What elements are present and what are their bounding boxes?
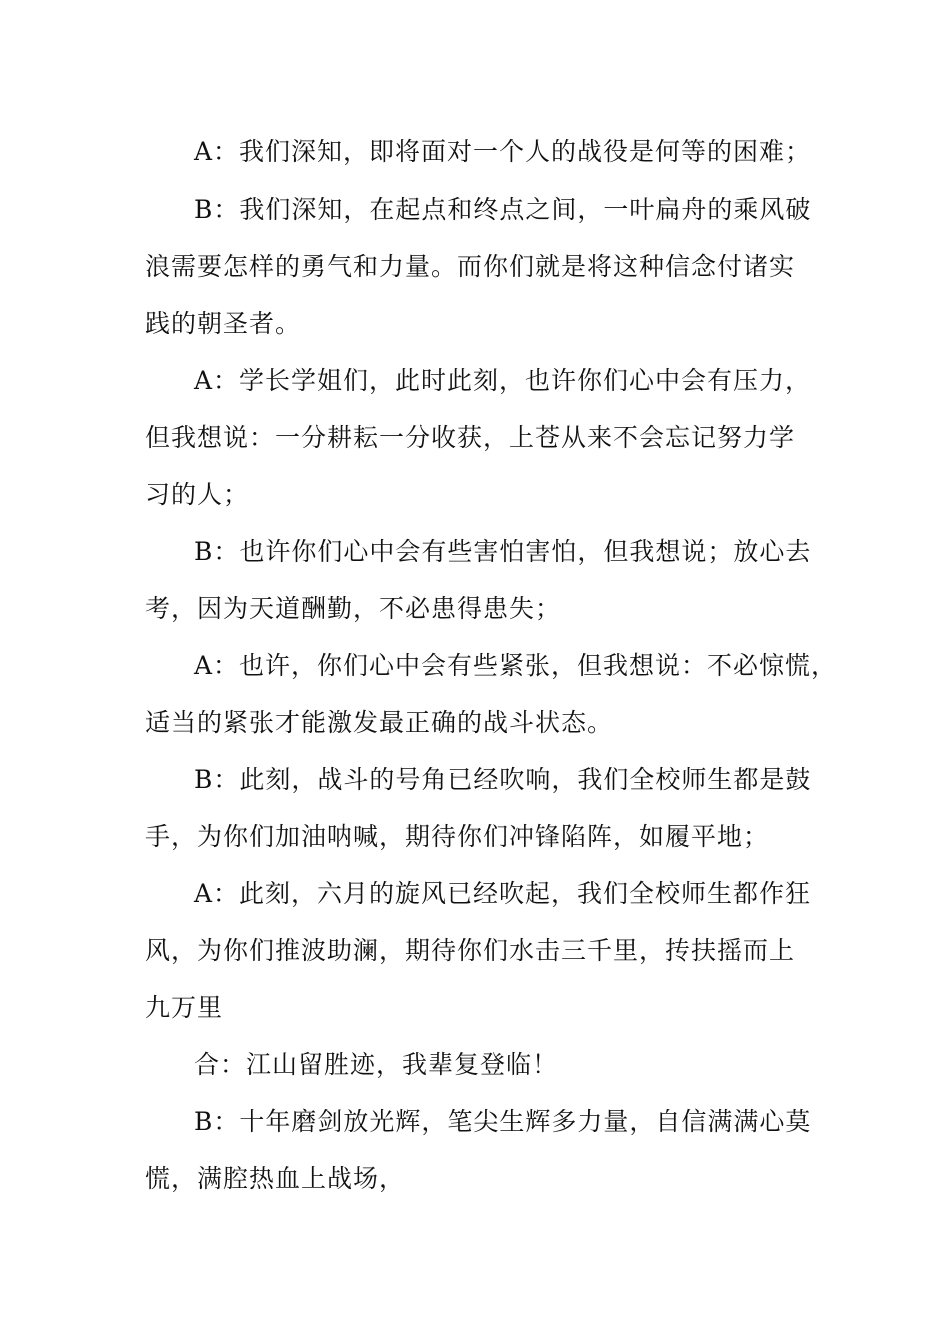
text-line: 浪需要怎样的勇气和力量。而你们就是将这种信念付诸实	[145, 252, 796, 281]
text-line: B：此刻，战斗的号角已经吹响，我们全校师生都是鼓	[194, 765, 812, 794]
text-line: 适当的紧张才能激发最正确的战斗状态。	[145, 708, 614, 737]
text-line: A：我们深知，即将面对一个人的战役是何等的困难；	[194, 137, 812, 166]
text-line: 合：江山留胜迹，我辈复登临！	[194, 1050, 559, 1079]
text-line: 习的人；	[145, 480, 250, 509]
text-line: B：我们深知，在起点和终点之间，一叶扁舟的乘风破	[194, 195, 812, 224]
text-line: A：此刻，六月的旋风已经吹起，我们全校师生都作狂	[194, 879, 812, 908]
text-line: B：十年磨剑放光辉，笔尖生辉多力量，自信满满心莫	[194, 1107, 812, 1136]
text-line: 慌，满腔热血上战场，	[145, 1164, 406, 1193]
text-line: 但我想说：一分耕耘一分收获，上苍从来不会忘记努力学	[145, 423, 796, 452]
text-line: B：也许你们心中会有些害怕害怕，但我想说；放心去	[194, 537, 812, 566]
text-line: A：也许，你们心中会有些紧张，但我想说：不必惊慌，	[194, 651, 838, 680]
text-line: 践的朝圣者。	[145, 309, 302, 338]
text-line: 九万里	[145, 993, 224, 1022]
text-line: A：学长学姐们，此时此刻，也许你们心中会有压力，	[194, 366, 812, 395]
text-line: 风，为你们推波助澜，期待你们水击三千里，抟扶摇而上	[145, 936, 796, 965]
text-line: 手，为你们加油呐喊，期待你们冲锋陷阵，如履平地；	[145, 822, 770, 851]
text-line: 考，因为天道酬勤，不必患得患失；	[145, 594, 562, 623]
